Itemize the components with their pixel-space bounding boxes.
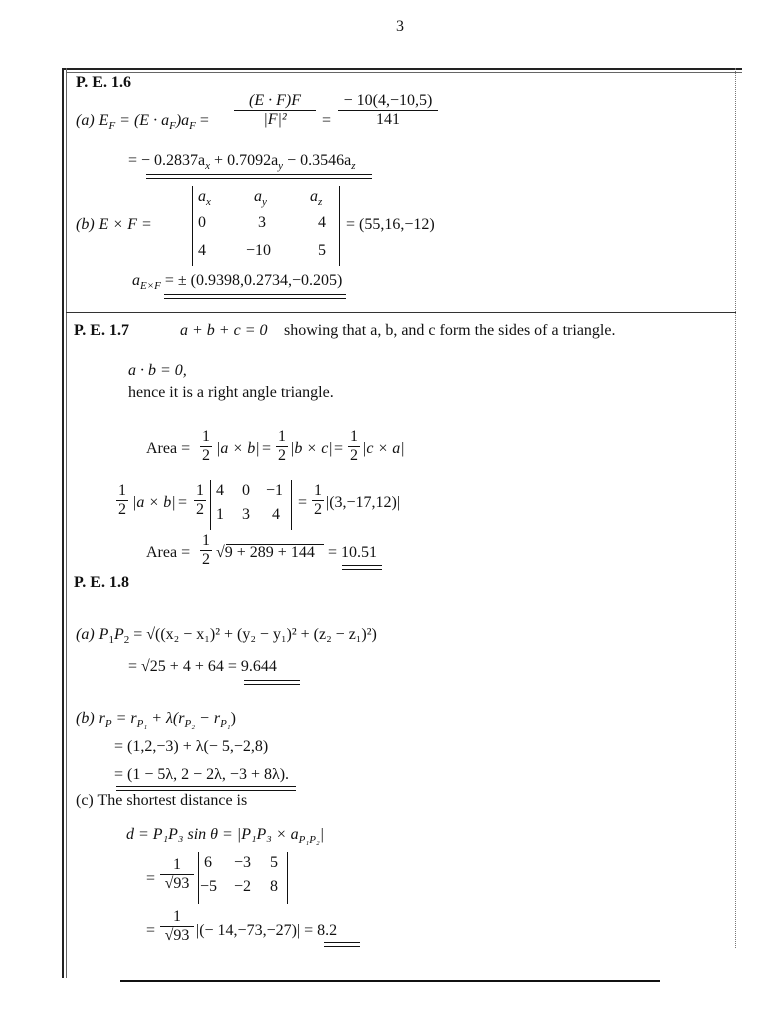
pe18-title: P. E. 1.8 — [74, 574, 129, 591]
pe18-det-r1c2: −3 — [234, 854, 252, 871]
pe16-frac1 — [234, 92, 316, 129]
pe18-det-r1c1: 6 — [204, 854, 212, 871]
pe17-half-a: $\frac{1}{2}$ — [118, 482, 126, 518]
section-separator-1 — [66, 312, 736, 313]
pe16-frac2 — [338, 92, 438, 129]
pe16-det-r2c1: 0 — [198, 214, 206, 231]
pe17-statement-text: showing that a, b, and c form the sides of a triangle. — [284, 322, 616, 339]
pe17-determinant — [210, 480, 292, 530]
pe17-det-r2c1: 1 — [216, 506, 224, 523]
pe17-area-eq2: = — [334, 440, 344, 457]
pe18-c-line1: d = P₁P₃ $\sin \theta = |P_1P_3 \times a_{P_1P_2}|$ — [126, 826, 325, 847]
frame-top-inner-border — [66, 72, 742, 73]
pe16-a-eq1: = (E · a — [119, 112, 170, 129]
pe18-det-r2c3: 8 — [270, 878, 278, 895]
page-number: 3 — [396, 18, 404, 35]
pe17-half-b: $\frac{1}{2}$ — [196, 482, 204, 518]
pe16-title: P. E. 1.6 — [76, 74, 131, 91]
pe16-unit-line — [132, 272, 342, 292]
pe16-b-lhs: (b) E × F = — [76, 216, 152, 233]
pe17-area2-result: = 10.51 — [328, 544, 378, 561]
pe16-unit-lhs: a — [132, 272, 140, 289]
pe16-det-r2c3: 4 — [318, 214, 326, 231]
pe16-det-r1c2: $a_y$ — [254, 188, 267, 209]
pe17-area2-expr: √9 + 289 + 144 — [216, 544, 315, 561]
pe18-c-frac2: $\frac{1}{√93}$ — [160, 908, 194, 945]
pe18-a-line1: (a) $P_1P_2 = √((x_2 - x_1)^2 + (y_2 - y_1)^2 + (z_2 - z_1)^2)$ — [76, 626, 377, 647]
pe16-det-r1c1: $a_x$ — [198, 188, 211, 209]
pe17-dot-line: a · b = 0, — [128, 362, 187, 379]
pe16-a-lhs-sub: F — [108, 120, 116, 133]
pe17-det-r1c2: 0 — [242, 482, 250, 499]
pe16-a-result-1: = − 0.2837a — [128, 152, 206, 169]
pe17-area-eq1: = — [262, 440, 272, 457]
pe17-area-half-1: $\frac{1}{2}$ — [202, 428, 210, 464]
pe16-det-r3c2: −10 — [246, 242, 272, 259]
pe17-det-r1c3: −1 — [266, 482, 284, 499]
pe18-det-r1c3: 5 — [270, 854, 278, 871]
pe18-c-last: |(− 14,−73,−27)| = 8.2 — [196, 922, 338, 939]
pe16-b-result: = (55,16,−12) — [346, 216, 435, 233]
pe18-a-lhs: (a) P — [76, 626, 109, 643]
pe18-c-eq2: = — [146, 922, 156, 939]
pe16-frac1-den: |F|² — [263, 111, 287, 128]
pe16-det-r2c2: 3 — [258, 214, 266, 231]
pe18-b-line3: = (1 − 5λ, 2 − 2λ, −3 + 8λ). — [114, 766, 290, 783]
pe16-determinant — [192, 186, 340, 266]
pe16-frac2-den: 141 — [376, 111, 400, 128]
pe16-a-line — [76, 112, 209, 132]
pe17-area-half-3: $\frac{1}{2}$ — [350, 428, 358, 464]
pe17-area-t3: |c × a| — [362, 440, 405, 457]
frame-top-border — [62, 68, 742, 70]
pe16-det-r1c3: $a_z$ — [310, 188, 323, 209]
pe16-a-eq1-end: )a — [175, 112, 190, 129]
pe18-c-frac1: $\frac{1}{√93}$ — [160, 856, 194, 893]
pe16-a-result — [128, 152, 355, 172]
frame-left-inner-border — [66, 68, 67, 978]
pe16-det-r3c1: 4 — [198, 242, 206, 259]
pe16-frac2-num: − 10(4,−10,5) — [338, 92, 438, 111]
pe18-determinant — [198, 852, 288, 904]
pe16-a-eq1-sub2: F — [189, 120, 196, 133]
pe16-a-eq3: = — [322, 112, 332, 129]
pe16-a-result-x: x — [205, 160, 211, 173]
pe18-b-line2: = (1,2,−3) + λ(− 5,−2,8) — [114, 738, 269, 755]
pe17-area2-half: $\frac{1}{2}$ — [202, 532, 210, 568]
pe17-eq-b: = — [298, 494, 308, 511]
pe17-area-half-2: $\frac{1}{2}$ — [278, 428, 286, 464]
pe17-area-t1: |a × b| — [216, 440, 260, 457]
pe16-unit-underline — [164, 294, 346, 299]
pe18-a-underline — [244, 680, 300, 685]
pe17-area-t2: |b × c| — [290, 440, 333, 457]
pe18-c-eq1: = — [146, 870, 156, 887]
pe17-area2-underline — [342, 565, 382, 570]
frame-left-border — [62, 68, 64, 978]
pe17-det-r2c2: 3 — [242, 506, 250, 523]
pe17-det2-result: |(3,−17,12)| — [326, 494, 401, 511]
pe17-title: P. E. 1.7 — [74, 322, 129, 339]
pe16-frac1-num: (E · F)F — [234, 92, 316, 111]
pe18-det-r2c1: −5 — [200, 878, 218, 895]
pe18-b-lhs: (b) r — [76, 710, 105, 727]
bottom-rule — [120, 980, 660, 982]
pe16-a-result-3: − 0.3546a — [283, 152, 352, 169]
pe17-sqrt-bar — [226, 544, 324, 545]
pe17-det-r1c1: 4 — [216, 482, 224, 499]
pe18-c-intro: (c) The shortest distance is — [76, 792, 248, 809]
pe18-c-underline — [324, 942, 360, 947]
pe18-a-line2: = √25 + 4 + 64 = 9.644 — [128, 658, 277, 675]
pe18-det-r2c2: −2 — [234, 878, 252, 895]
pe16-a-eq2: = — [199, 112, 209, 129]
pe17-eq-a: = — [178, 494, 188, 511]
pe16-a-result-2: + 0.7092a — [210, 152, 279, 169]
pe17-half-c: $\frac{1}{2}$ — [314, 482, 322, 518]
pe16-a-result-z: z — [351, 160, 356, 173]
pe16-unit-result: = ± (0.9398,0.2734,−0.205) — [164, 272, 343, 289]
pe18-b-line1: (b) $r_P = r_{P_1} + \lambda(r_{P_2} - r_{P_1})$ — [76, 710, 236, 731]
pe17-area2-label: Area = — [146, 544, 191, 561]
pe16-a-result-y: y — [278, 160, 284, 173]
pe18-a-expr: = √((x₂ − x₁)² + (y₂ − y₁)² + (z₂ − z₁)²) — [133, 626, 377, 643]
pe16-unit-lhs-sub: E×F — [140, 280, 161, 293]
pe16-det-r3c3: 5 — [318, 242, 326, 259]
frame-right-border — [735, 68, 736, 948]
pe17-det-r2c3: 4 — [272, 506, 280, 523]
pe16-a-eq1-sub: F — [169, 120, 176, 133]
pe17-hence: hence it is a right angle triangle. — [128, 384, 334, 401]
pe17-area-label: Area = — [146, 440, 191, 457]
pe16-a-underline — [146, 174, 372, 179]
pe16-a-lhs: (a) E — [76, 112, 109, 129]
pe17-statement-eq: a + b + c = 0 — [180, 322, 268, 339]
pe17-half-axb: |a × b| — [132, 494, 176, 511]
pe18-b-underline — [116, 786, 296, 791]
